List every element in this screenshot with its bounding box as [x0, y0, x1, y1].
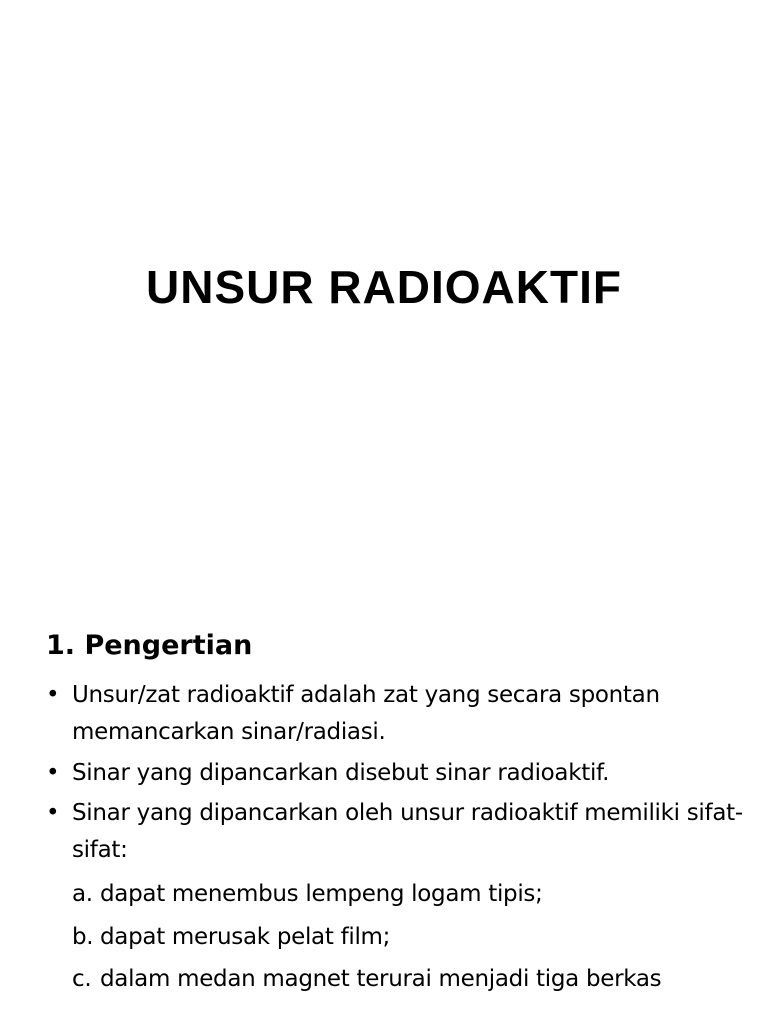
- sub-item-text: dalam medan magnet terurai menjadi tiga berkas: [100, 966, 662, 993]
- sub-item-text: dapat menembus lempeng logam tipis;: [100, 881, 543, 908]
- list-item: [46, 677, 746, 751]
- list-item: [46, 795, 746, 869]
- bullet-icon: •: [46, 759, 60, 786]
- bullet-icon: •: [46, 800, 60, 827]
- slide-title: UNSUR RADIOAKTIF: [146, 261, 622, 313]
- slide-content: [46, 628, 746, 1001]
- list-item: [46, 755, 746, 792]
- bullet-text: Sinar yang dipancarkan oleh unsur radioaktif memiliki sifat-sifat:: [72, 800, 743, 864]
- bullet-icon: •: [46, 682, 60, 709]
- bullet-text: Sinar yang dipancarkan disebut sinar radioaktif.: [72, 759, 610, 786]
- section-heading: 1. Pengertian: [46, 630, 253, 661]
- bullet-list: [46, 677, 746, 869]
- sub-list: [72, 873, 746, 1001]
- sub-item-marker: c.: [72, 966, 92, 993]
- bullet-text: Unsur/zat radioaktif adalah zat yang secara spontan memancarkan sinar/radiasi.: [72, 682, 660, 745]
- slide-divider: [0, 576, 768, 577]
- sub-item-marker: a.: [72, 881, 93, 908]
- sub-list-item: [72, 873, 746, 916]
- sub-item-marker: b.: [72, 923, 94, 950]
- sub-list-item: [72, 958, 746, 1001]
- sub-list-item: [72, 916, 746, 959]
- sub-item-text: dapat merusak pelat film;: [100, 923, 391, 950]
